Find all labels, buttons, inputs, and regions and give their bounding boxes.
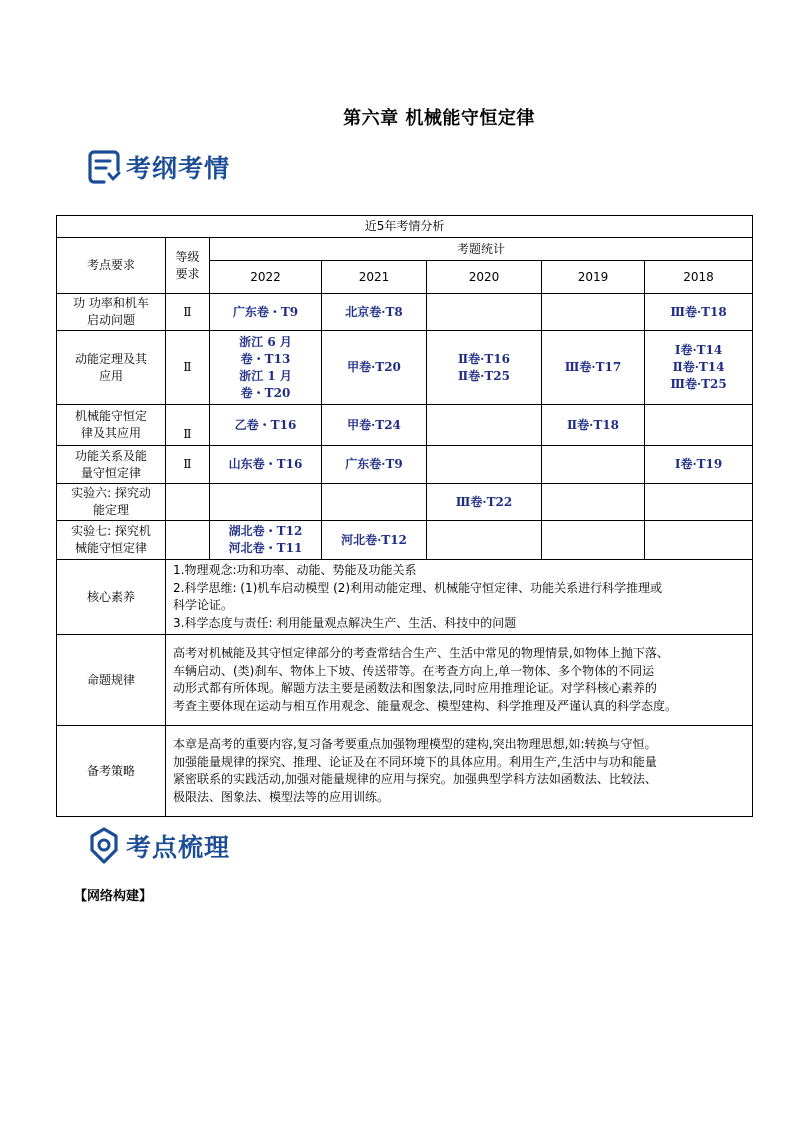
cell-line: 等级: [175, 249, 200, 264]
cell-line: 浙江 1 月: [239, 368, 292, 383]
exam-cell: [210, 405, 322, 446]
cell-line: Ⅰ卷·T14: [674, 343, 723, 357]
cell-line: 考查主要体现在运动与相互作用观念、能量观念、模型建构、科学推理及严谨认真的科学态度。: [173, 698, 678, 713]
topic-cell: [57, 521, 166, 560]
exam-cell: [322, 484, 427, 521]
table-caption-row: [57, 216, 753, 238]
table-row: [57, 484, 753, 521]
row-label: 备考策略: [57, 726, 166, 817]
cell-line: 要求: [175, 266, 200, 281]
cell-line: Ⅱ卷·T16: [458, 351, 510, 366]
cell-line: Ⅲ卷·T17: [564, 360, 622, 374]
cell-line: 广东卷・T9: [232, 304, 299, 319]
header-year: 2020: [427, 261, 542, 294]
exam-cell: [645, 446, 753, 484]
header-level: [166, 238, 210, 294]
cell-line: 极限法、图象法、模型法等的应用训练。: [173, 789, 390, 804]
header-year: 2019: [542, 261, 645, 294]
cell-line: 加强能量规律的探究、推理、论证及在不同环境下的具体应用。利用生产,生活中与功和能量: [173, 754, 657, 769]
cell-line: 动形式都有所体现。解题方法主要是函数法和图象法,同时应用推理论证。对学科核心素养的: [173, 681, 657, 695]
level-cell: [166, 521, 210, 560]
topic-cell: [57, 484, 166, 521]
table-row: [57, 331, 753, 405]
cell-line: 河北卷・T11: [228, 541, 303, 555]
exam-cell: [322, 331, 427, 405]
row-label: 核心素养: [57, 560, 166, 635]
exam-cell: [645, 484, 753, 521]
header-year: 2018: [645, 261, 753, 294]
cell-line: 律及其应用: [80, 426, 141, 440]
table-caption: 近5年考情分析: [57, 216, 753, 238]
level-cell: [166, 484, 210, 521]
exam-cell: [542, 446, 645, 484]
cell-line: 紧密联系的实践活动,加强对能量规律的应用与探究。加强典型学科方法如函数法、比较法、: [173, 772, 657, 786]
header-year: 2022: [210, 261, 322, 294]
level-cell: Ⅱ: [166, 294, 210, 331]
cell-line: 2.科学思维: (1)机车启动模型 (2)利用动能定理、机械能守恒定律、功能关系进行科学推理或: [173, 580, 663, 595]
exam-cell: [645, 405, 753, 446]
exam-cell: [645, 521, 753, 560]
cell-line: 动能定理及其: [74, 351, 147, 366]
topic-cell: [57, 294, 166, 331]
cell-line: Ⅲ卷·T22: [455, 494, 513, 509]
cell-line: Ⅱ卷·T14: [672, 360, 725, 374]
cell-line: 车辆启动、(类)刹车、物体上下坡、传送带等。在考查方向上,单一物体、多个物体的不同运: [173, 663, 655, 678]
row-text: [166, 560, 753, 635]
location-pin-icon: [86, 826, 122, 866]
exam-cell: [322, 405, 427, 446]
cell-line: Ⅱ卷·T25: [458, 368, 510, 383]
cell-line: 河北卷·T12: [341, 532, 407, 547]
level-cell: Ⅱ: [166, 446, 210, 484]
page-title: 第六章 机械能守恒定律: [343, 108, 535, 129]
cell-line: 广东卷·T9: [345, 457, 403, 471]
section-title: 考点梳理: [126, 833, 231, 862]
cell-line: 湖北卷・T12: [228, 524, 303, 538]
document-list-icon: [86, 148, 122, 186]
table-row: [57, 405, 753, 446]
exam-cell: [427, 484, 542, 521]
exam-cell: [542, 331, 645, 405]
exam-cell: [542, 521, 645, 560]
cell-line: Ⅲ卷·T18: [670, 304, 727, 319]
exam-analysis-table: [56, 215, 753, 817]
cell-line: 量守恒定律: [80, 465, 141, 480]
header-topic: 考点要求: [57, 238, 166, 294]
exam-cell: [645, 294, 753, 331]
exam-cell: [210, 446, 322, 484]
table-row: [57, 294, 753, 331]
core-literacy-row: [57, 560, 753, 635]
exam-cell: [427, 521, 542, 560]
cell-line: 实验七: 探究机: [71, 524, 151, 538]
exam-cell: [210, 294, 322, 331]
header-year: 2021: [322, 261, 427, 294]
header-stats: 考题统计: [210, 238, 753, 261]
cell-line: 甲卷·T24: [347, 417, 401, 432]
preparation-strategy-row: [57, 726, 753, 817]
cell-line: Ⅰ卷·T19: [674, 457, 723, 471]
cell-line: 1.物理观念:功和功率、动能、势能及功能关系: [173, 563, 417, 577]
cell-line: 科学论证。: [173, 598, 234, 612]
network-construction-heading: 【网络构建】: [74, 889, 153, 904]
topic-cell: [57, 405, 166, 446]
exam-cell: [322, 294, 427, 331]
cell-line: 3.科学态度与责任: 利用能量观点解决生产、生活、科技中的问题: [173, 615, 517, 630]
cell-line: 浙江 6 月: [239, 334, 292, 349]
cell-line: Ⅱ卷·T18: [567, 417, 619, 432]
level-cell: Ⅱ: [166, 405, 210, 446]
row-text: [166, 635, 753, 726]
cell-line: 卷・T20: [240, 385, 291, 400]
cell-line: 功能关系及能: [74, 448, 147, 463]
cell-line: 卷・T13: [240, 351, 291, 366]
cell-line: 械能守恒定律: [74, 541, 147, 555]
exam-cell: [427, 294, 542, 331]
cell-line: 能定理: [92, 503, 129, 517]
section-header-exam-outline: [86, 148, 230, 186]
cell-line: 功 功率和机车: [73, 296, 149, 310]
cell-line: Ⅲ卷·T25: [670, 377, 727, 391]
table-row: [57, 521, 753, 560]
exam-cell: [427, 446, 542, 484]
cell-line: 山东卷・T16: [228, 457, 303, 471]
exam-cell: [210, 331, 322, 405]
exam-cell: [542, 484, 645, 521]
row-text: [166, 726, 753, 817]
cell-line: 应用: [98, 368, 123, 383]
exam-cell: [210, 521, 322, 560]
table-header-row: [57, 238, 753, 261]
cell-line: 甲卷·T20: [347, 360, 401, 374]
topic-cell: [57, 331, 166, 405]
cell-line: 本章是高考的重要内容,复习备考要重点加强物理模型的建构,突出物理思想,如:转换与守恒。: [173, 737, 657, 751]
topic-cell: [57, 446, 166, 484]
exam-cell: [427, 331, 542, 405]
exam-cell: [542, 405, 645, 446]
cell-line: 高考对机械能及其守恒定律部分的考查常结合生产、生活中常见的物理情景,如物体上抛下落、: [173, 646, 669, 660]
cell-line: 北京卷·T8: [345, 304, 403, 319]
cell-line: 机械能守恒定: [74, 409, 147, 423]
exam-cell: [322, 521, 427, 560]
exam-cell: [645, 331, 753, 405]
cell-line: 实验六: 探究动: [71, 486, 151, 500]
exam-cell: [427, 405, 542, 446]
table-row: [57, 446, 753, 484]
section-header-key-points: [86, 826, 230, 866]
proposition-pattern-row: [57, 635, 753, 726]
exam-cell: [322, 446, 427, 484]
exam-cell: [542, 294, 645, 331]
exam-cell: [210, 484, 322, 521]
section-title: 考纲考情: [126, 154, 231, 183]
cell-line: 乙卷・T16: [234, 417, 297, 432]
level-cell: Ⅱ: [166, 331, 210, 405]
row-label: 命题规律: [57, 635, 166, 726]
cell-line: 启动问题: [86, 313, 135, 327]
